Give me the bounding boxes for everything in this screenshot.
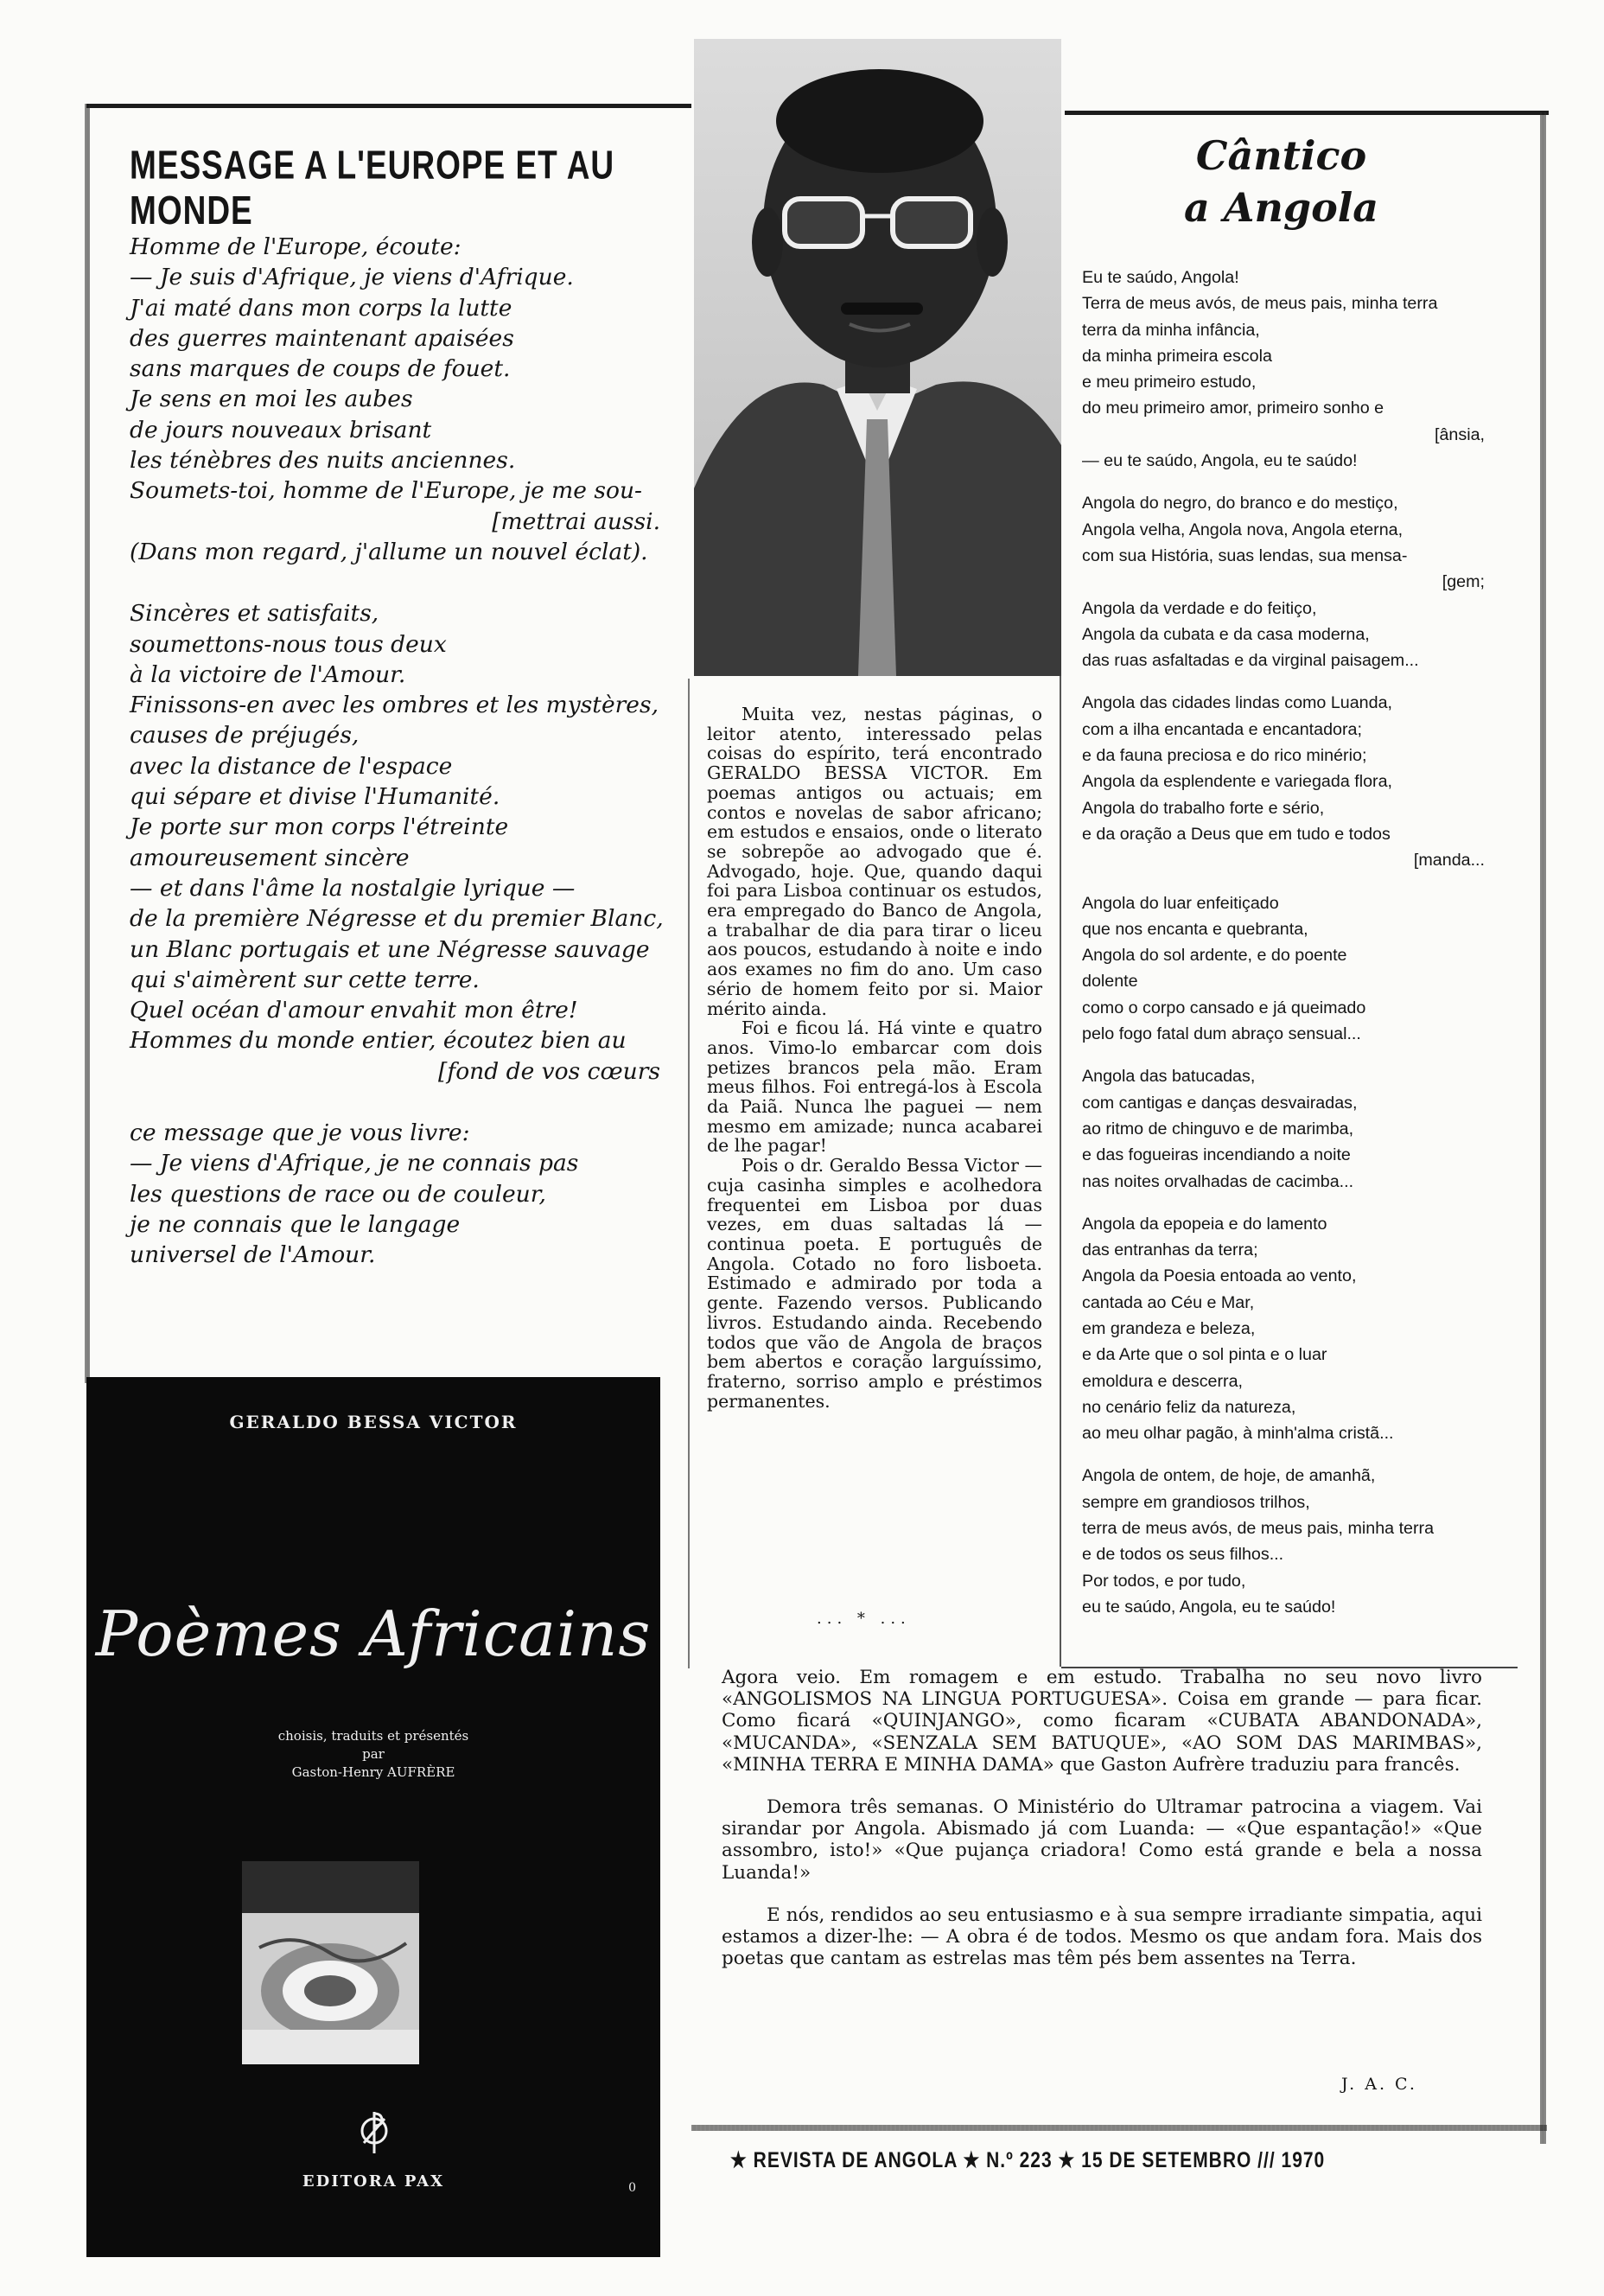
poem-line: Soumets-toi, homme de l'Europe, je me sou- [130,477,642,505]
poem-line: Angola de ontem, de hoje, de amanhã, [1082,1466,1376,1486]
poem-stanza [130,1118,665,1270]
poem-line: da minha primeira escola [1082,346,1272,366]
poem-line: pelo fogo fatal dum abraço sensual... [1082,1024,1361,1044]
poem-line: Angola da cubata e da casa moderna, [1082,624,1370,644]
cover-title: Poèmes Africains [95,1598,652,1670]
poem-line: das ruas asfaltadas e da virginal paisagem... [1082,651,1419,671]
article-paragraph: Demora três semanas. O Ministério do Ultramar patrocina a viagem. Vai sirandar por Angola. Abismado já com Luanda: — «Que espantação!» «Que assombro, isto!» «Que pujança criadora! Como está grande e bela a nossa Luanda!» [722,1796,1482,1884]
poem-line: qui sépare et divise l'Humanité. [130,783,500,811]
poem-line: [ânsia, [1434,424,1485,444]
poem-line: — Je suis d'Afrique, je viens d'Afrique. [130,264,574,291]
cover-credit-line: choisis, traduits et présentés [277,1728,469,1744]
poem-line: Angola da epopeia e do lamento [1082,1214,1327,1234]
poem-stanza [1082,1211,1490,1447]
cover-credit-line: par [362,1746,385,1762]
poem-line: Sincères et satisfaits, [130,600,379,628]
poem-line: causes de préjugés, [130,722,360,749]
poem-line: Angola das cidades lindas como Luanda, [1082,693,1392,713]
poem-line: no cenário feliz da natureza, [1082,1397,1296,1417]
poem-line: des guerres maintenant apaisées [130,324,514,352]
french-poem [130,232,665,1302]
magazine-footer: ★ REVISTA DE ANGOLA ★ N.º 223 ★ 15 DE SETEMBRO /// 1970 [730,2148,1326,2172]
poem-line: e das fogueiras incendiando a noite [1082,1145,1351,1165]
poem-line: do meu primeiro amor, primeiro sonho e [1082,399,1384,418]
poem-line: de jours nouveaux brisant [130,416,432,443]
book-cover [86,1377,660,2257]
poem-stanza [1082,890,1490,1048]
poem-line: un Blanc portugais et une Négresse sauvage [130,935,650,963]
poem-line: soumettons-nous tous deux [130,630,447,658]
middle-left-rule [688,679,690,1668]
poem-line: e da Arte que o sol pinta e o luar [1082,1345,1327,1365]
article-signature: J. A. C. [1341,2075,1417,2094]
poem-title-line: Cântico [1195,132,1367,179]
article-paragraph: E nós, rendidos ao seu entusiasmo e à sua sempre irradiante simpatia, aqui estamos a dizer-lhe: — A obra é de todos. Mesmo os que andam fora. Mais dos poetas que cantam as estrelas mas têm pés bem assentes na Terra. [722,1904,1482,1970]
poem-line: Terra de meus avós, de meus pais, minha terra [1082,294,1438,314]
poem-line: — eu te saúdo, Angola, eu te saúdo! [1082,451,1358,471]
article-separator: ... * ... [817,1610,911,1628]
poem-line: Je porte sur mon corps l'étreinte [130,813,509,841]
poem-line: ao ritmo de chinguvo e de marimba, [1082,1119,1354,1138]
poem-line: — Je viens d'Afrique, je ne connais pas [130,1150,579,1177]
poem-line: das entranhas da terra; [1082,1240,1258,1260]
poem-line: Je sens en moi les aubes [130,386,413,413]
poem-line: Angola da Poesia entoada ao vento, [1082,1266,1357,1286]
cover-publisher: EDITORA PAX [302,2172,445,2191]
poem-line: e meu primeiro estudo, [1082,373,1257,392]
poem-line: [fond de vos cœurs [438,1057,660,1085]
poem-line: Angola da esplendente e variegada flora, [1082,772,1393,792]
poem-line: Finissons-en avec les ombres et les mystères, [130,692,659,719]
poem-line: à la victoire de l'Amour. [130,660,406,688]
poem-line: avec la distance de l'espace [130,752,453,780]
article-column [707,705,1042,1411]
poem-line: dolente [1082,972,1138,992]
poem-line: [mettrai aussi. [492,507,660,535]
top-border-right [1065,111,1549,115]
poem-line: terra de meus avós, de meus pais, minha terra [1082,1519,1435,1539]
poem-line: je ne connais que le langage [130,1210,461,1238]
poem-line: Angola das batucadas, [1082,1067,1256,1087]
poem-line: como o corpo cansado e já queimado [1082,998,1366,1017]
column-divider [1060,674,1061,1667]
poem-line: les questions de race ou de couleur, [130,1180,546,1208]
poem-line: de la première Négresse et du premier Blanc, [130,905,664,933]
poem-line: (Dans mon regard, j'allume un nouvel éclat). [130,538,648,565]
footer-rule [691,2125,1547,2131]
poem-stanza [130,598,665,1087]
article-paragraph: Muita vez, nestas páginas, o leitor atento, interessado pelas coisas do espírito, terá encontrado GERALDO BESSA VICTOR. Em poemas antigos ou actuais; em contos e novelas de sabor africano; em estudos e ensaios, onde o literato se sobrepõe ao advogado que é. Advogado, hoje. Que, quando daqui foi para Lisboa continuar os estudos, era empregado do Banco de Angola, a trabalhar de dia para tirar o liceu aos poucos, estudando à noite e indo aos exames no fim do ano. Um caso sério de homem feito por si. Maior mérito ainda. [707,704,1042,1019]
poem-line: terra da minha infância, [1082,320,1260,340]
poem-line: Angola da verdade e do feitiço, [1082,598,1317,618]
poem-line: Angola do luar enfeitiçado [1082,893,1279,913]
cover-illustration [242,1861,419,2064]
poem-line: ce message que je vous livre: [130,1119,470,1147]
poem-stanza [1082,265,1490,474]
poem-line: J'ai maté dans mon corps la lutte [130,294,512,322]
poem-line: Quel océan d'amour envahit mon être! [130,997,578,1024]
poem-line: e da oração a Deus que em tudo e todos [1082,824,1391,844]
article-paragraph: Pois o dr. Geraldo Bessa Victor — cuja casinha simples e acolhedora frequentei em Lisboa por duas vezes, em duas saltadas lá — continua poeta. E português de Angola. Cotado no foro lisboeta. Estimado e admirado por toda a gente. Fazendo versos. Publicando livros. Estudando ainda. Recebendo todos que vão de Angola de braços bem abertos e coração larguíssimo, fraterno, sorriso amplo e préstimos permanentes. [707,1155,1042,1412]
french-poem-title: MESSAGE A L'EUROPE ET AU MONDE [130,143,615,233]
poem-line: Homme de l'Europe, écoute: [130,233,461,260]
poem-line: sempre em grandiosos trilhos, [1082,1492,1310,1512]
poem-line: [gem; [1442,572,1485,592]
author-portrait-photo [694,39,1061,676]
poem-line: Hommes du monde entier, écoutez bien au [130,1027,627,1055]
cover-credits [86,1727,660,1782]
poem-line: com sua História, suas lendas, sua mensa- [1082,545,1408,565]
poem-stanza [130,232,665,567]
poem-line: que nos encanta e quebranta, [1082,919,1308,939]
article-paragraph: Agora veio. Em romagem e em estudo. Trabalha no seu novo livro «ANGOLISMOS NA LINGUA PORTUGUESA». Coisa em grande — para ficar. Como ficará «QUINJANGO», como ficaram «CUBATA ABANDONADA», «MUCANDA», «SENZALA SEM BATUQUE», «AO SOM DAS MARIMBAS», «MINHA TERRA E MINHA DAMA» que Gaston Aufrère traduziu para francês. [722,1667,1482,1776]
poem-line: com cantigas e danças desvairadas, [1082,1093,1358,1113]
poem-stanza [1082,1463,1490,1620]
publisher-logo-icon [356,2110,392,2155]
poem-line: e de todos os seus filhos... [1082,1545,1284,1565]
poem-line: e da fauna preciosa e do rico minério; [1082,746,1367,766]
portuguese-poem [1082,265,1490,1636]
portuguese-poem-title [1089,130,1474,233]
poem-line: eu te saúdo, Angola, eu te saúdo! [1082,1597,1336,1617]
cover-number: 0 [628,2181,636,2195]
poem-line: — et dans l'âme la nostalgie lyrique — [130,874,576,902]
poem-line: Eu te saúdo, Angola! [1082,268,1239,287]
poem-line: ao meu olhar pagão, à minh'alma cristã... [1082,1424,1394,1444]
poem-line: universel de l'Amour. [130,1241,376,1269]
poem-line: amoureusement sincère [130,844,410,871]
poem-stanza [1082,490,1490,673]
bottom-article [722,1667,1482,1990]
cover-credit-line: Gaston-Henry AUFRÈRE [291,1764,455,1780]
right-border [1540,112,1546,2144]
poem-stanza [1082,1063,1490,1194]
poem-line: cantada ao Céu e Mar, [1082,1292,1255,1312]
poem-line: [manda... [1413,851,1485,871]
poem-title-line: a Angola [1183,184,1379,231]
poem-line: Angola do sol ardente, e do poente [1082,946,1347,966]
poem-line: qui s'aimèrent sur cette terre. [130,966,480,993]
article-paragraph: Foi e ficou lá. Há vinte e quatro anos. Vimo-lo embarcar com dois petizes brancos pela mão. Eram meus filhos. Foi entregá-los à Escola da Paiã. Nunca lhe paguei — nem mesmo em amizade; nunca acabarei de lhe pagar! [707,1017,1042,1157]
poem-line: Angola velha, Angola nova, Angola eterna, [1082,520,1404,539]
left-border [85,104,90,1383]
top-border-left [86,104,691,108]
poem-line: em grandeza e beleza, [1082,1318,1256,1338]
poem-line: Angola do trabalho forte e sério, [1082,798,1325,818]
poem-line: nas noites orvalhadas de cacimba... [1082,1171,1354,1191]
poem-line: com a ilha encantada e encantadora; [1082,719,1362,739]
cover-author: GERALDO BESSA VICTOR [229,1412,518,1432]
poem-line: les ténèbres des nuits anciennes. [130,447,516,475]
poem-stanza [1082,690,1490,873]
poem-line: sans marques de coups de fouet. [130,355,511,383]
poem-line: Por todos, e por tudo, [1082,1571,1246,1591]
poem-line: Angola do negro, do branco e do mestiço, [1082,494,1398,513]
poem-line: emoldura e descerra, [1082,1371,1244,1391]
